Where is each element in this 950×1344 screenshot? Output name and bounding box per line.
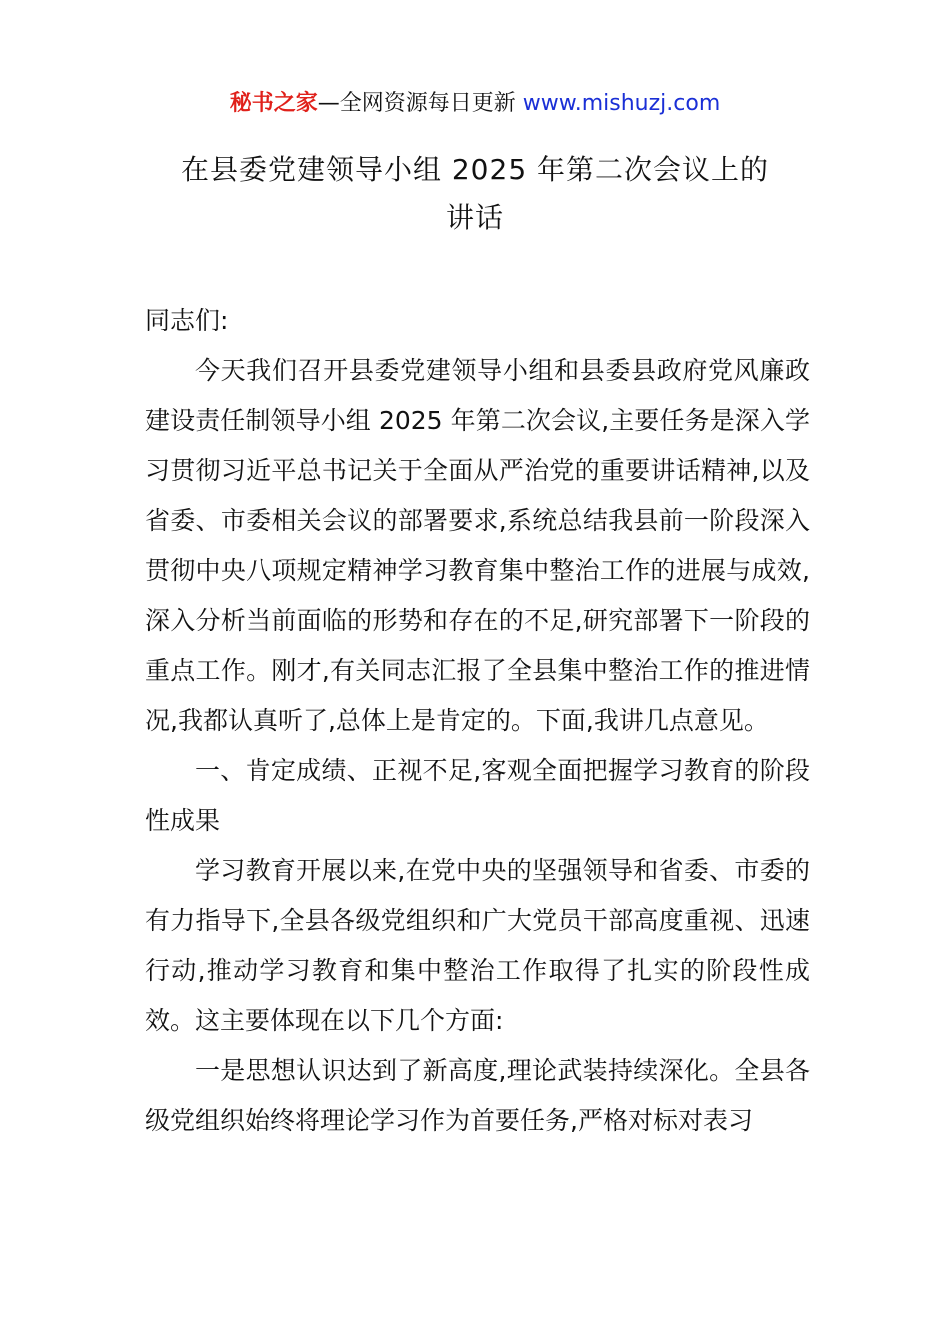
title-line-2: 讲话: [445, 201, 504, 234]
section-heading-1: 一、肯定成绩、正视不足,客观全面把握学习教育的阶段性成果: [145, 756, 810, 835]
document-title: [140, 146, 810, 242]
salutation: 同志们:: [145, 306, 229, 335]
brand-name: 秘书之家: [229, 91, 318, 116]
header-tagline: —全网资源每日更新: [317, 91, 523, 116]
site-url-link[interactable]: www.mishuzj.com: [522, 91, 721, 116]
paragraph-point-1: 一是思想认识达到了新高度,理论武装持续深化。全县各级党组织始终将理论学习作为首要任务,严格对标对表习: [145, 1056, 810, 1135]
document-body: [145, 296, 810, 1146]
paragraph-achievements: 学习教育开展以来,在党中央的坚强领导和省委、市委的有力指导下,全县各级党组织和广大党员干部高度重视、迅速行动,推动学习教育和集中整治工作取得了扎实的阶段性成效。这主要体现在以下几个方面:: [145, 856, 810, 1035]
title-line-1: 在县委党建领导小组 2025 年第二次会议上的: [180, 153, 770, 186]
site-header: [0, 88, 950, 120]
paragraph-intro: 今天我们召开县委党建领导小组和县委县政府党风廉政建设责任制领导小组 2025 年第二次会议,主要任务是深入学习贯彻习近平总书记关于全面从严治党的重要讲话精神,以及省委、市委相关会议的部署要求,系统总结我县前一阶段深入贯彻中央八项规定精神学习教育集中整治工作的进展与成效,深入分析当前面临的形势和存在的不足,研究部署下一阶段的重点工作。刚才,有关同志汇报了全县集中整治工作的推进情况,我都认真听了,总体上是肯定的。下面,我讲几点意见。: [145, 356, 810, 735]
